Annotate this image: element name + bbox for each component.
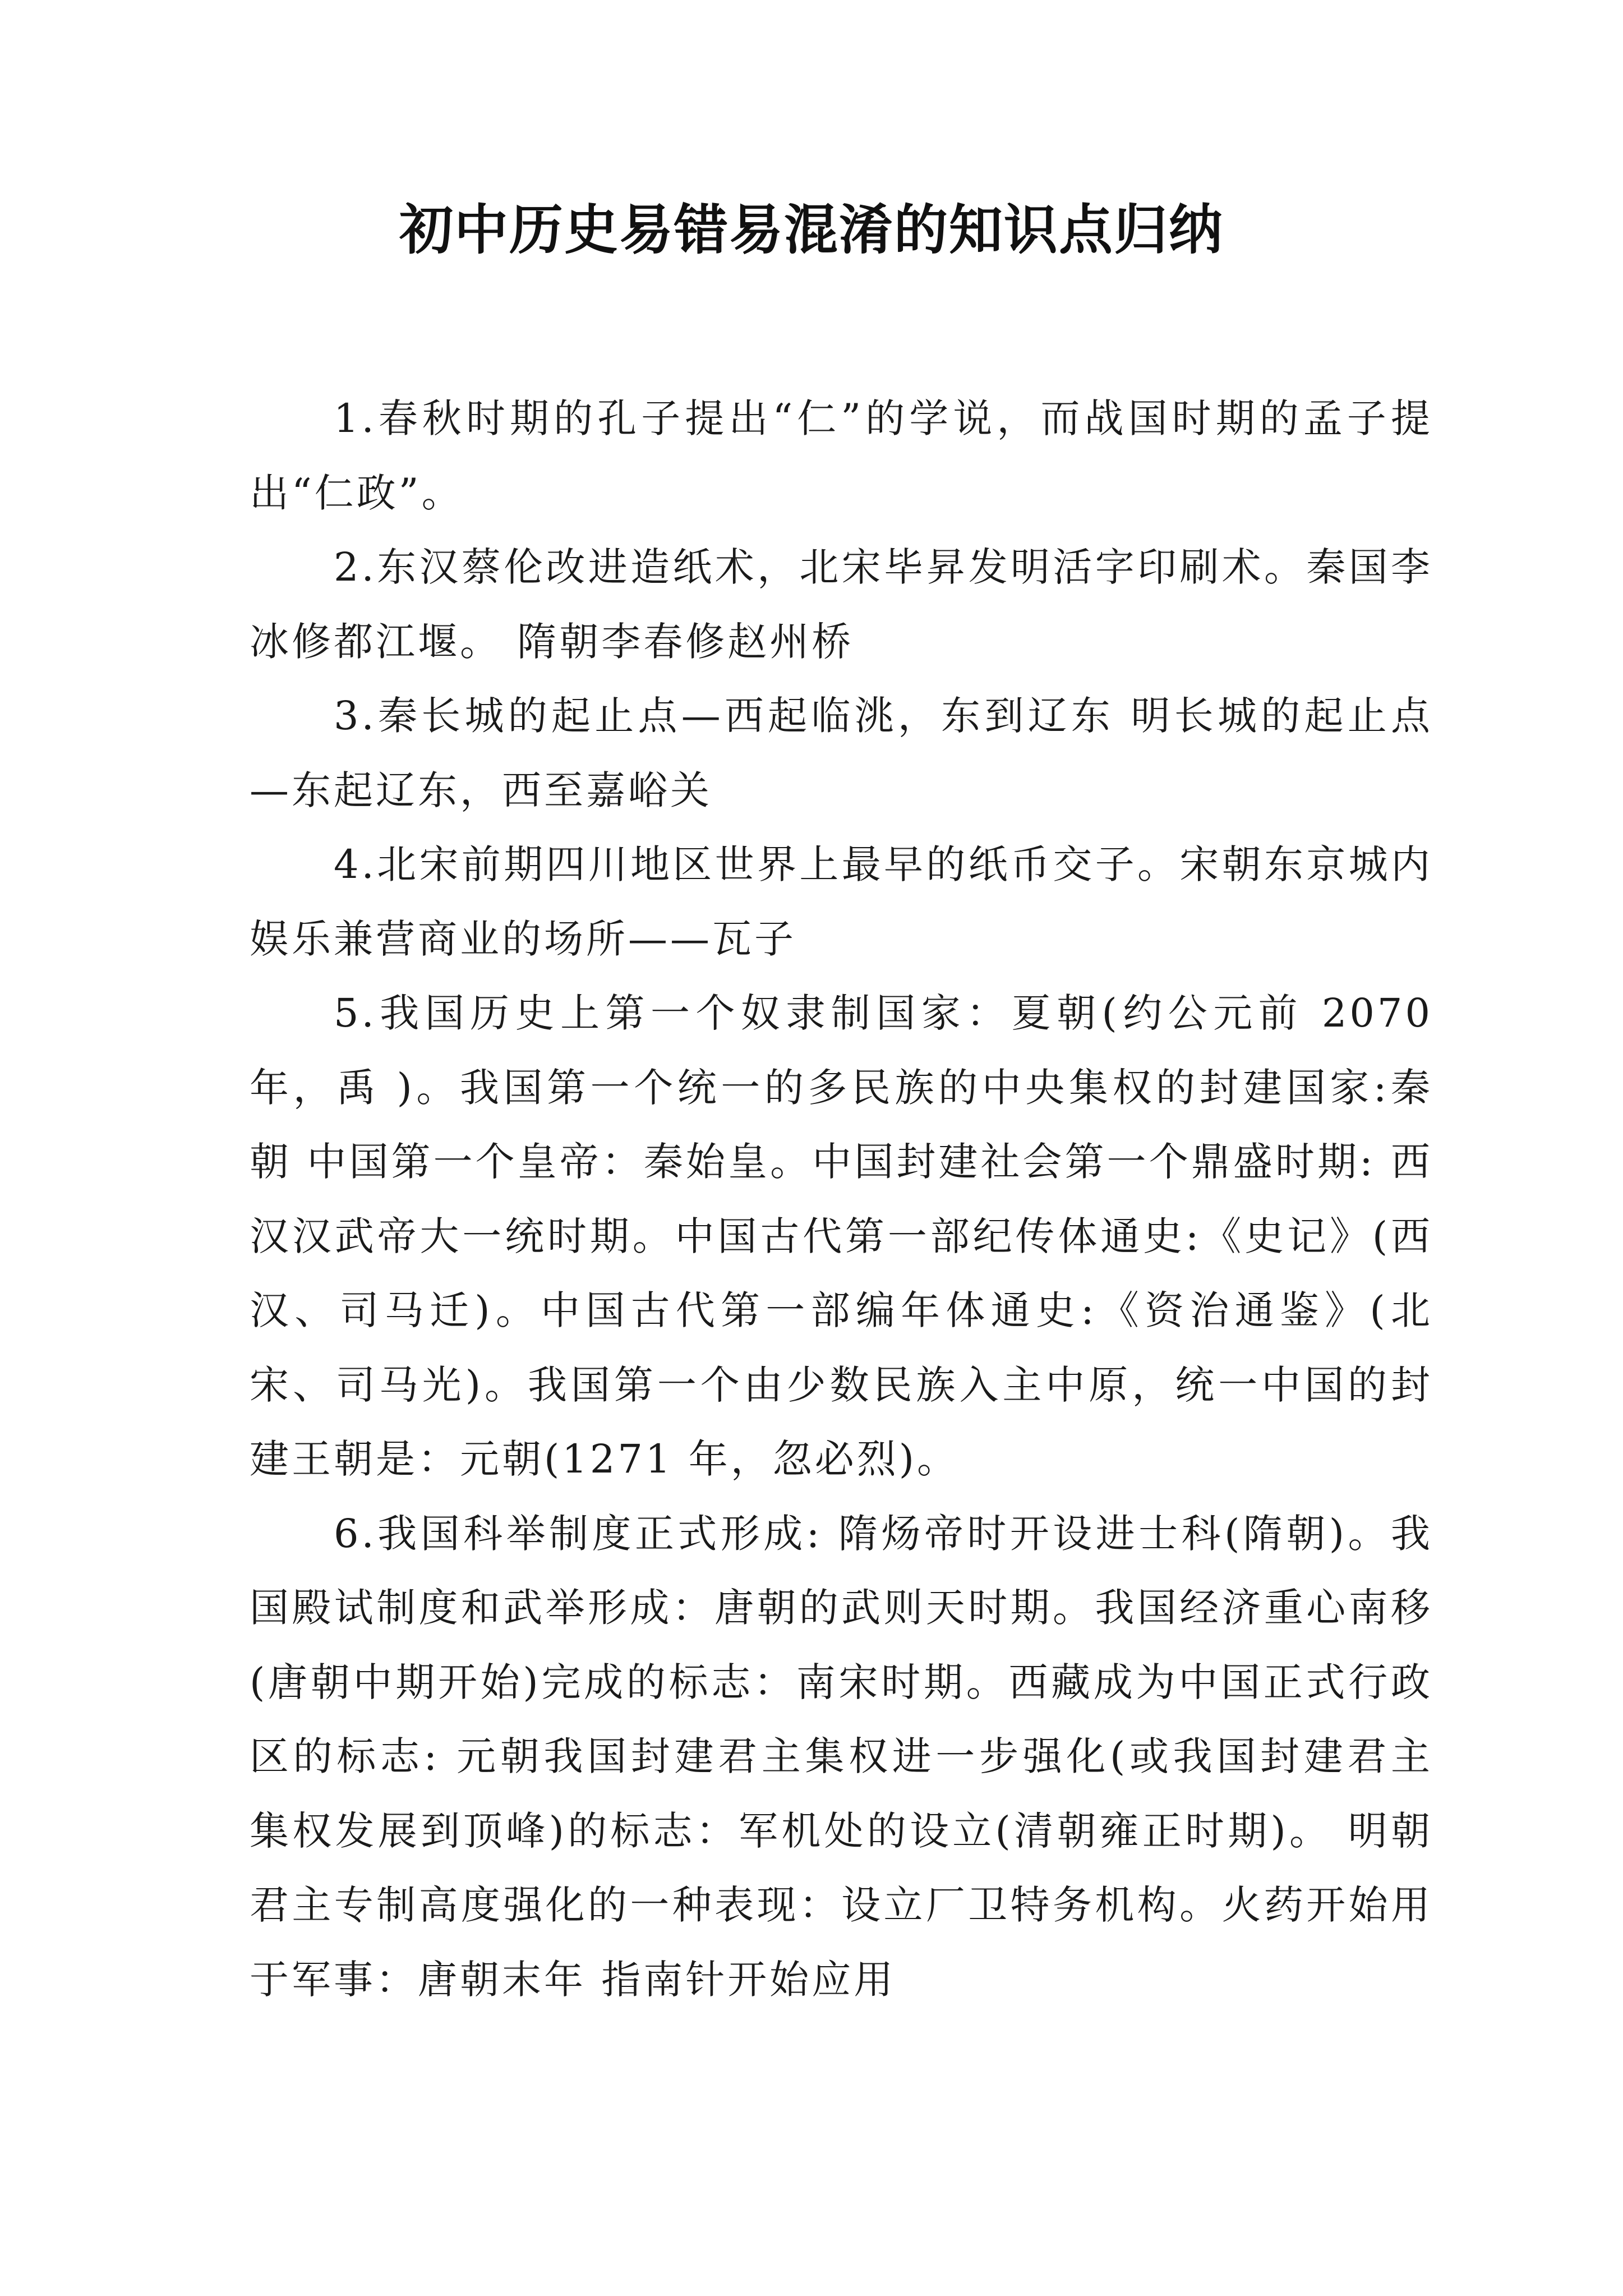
paragraph-6: 6.我国科举制度正式形成: 隋炀帝时开设进士科(隋朝)。我国殿试制度和武举形成：唐朝的武则天时期。我国经济重心南移(唐朝中期开始)完成的标志：南宋时期。西藏成为中国正式行政区的标志: 元朝我国封建君主集权进一步强化(或我国封建君主集权发展到顶峰)的标志：军机处的设立(清朝雍正时期)。 明朝君主专制高度强化的一种表现：设立厂卫特务机构。火药开始用于军事：唐朝末年 指南针开始应用	[250, 1510, 1433, 2003]
paragraph-1: 1.春秋时期的孔子提出“仁”的学说，而战国时期的孟子提出“仁政”。	[250, 395, 1433, 516]
document-title: 初中历史易错易混淆的知识点归纳	[399, 198, 1224, 261]
paragraph-2: 2.东汉蔡伦改进造纸术，北宋毕昇发明活字印刷术。秦国李冰修都江堰。 隋朝李春修赵州桥	[250, 544, 1433, 665]
paragraph-3: 3.秦长城的起止点—西起临洮，东到辽东 明长城的起止点—东起辽东，西至嘉峪关	[250, 693, 1433, 813]
document-body	[250, 381, 1433, 2017]
paragraph-4: 4.北宋前期四川地区世界上最早的纸币交子。宋朝东京城内娱乐兼营商业的场所——瓦子	[250, 841, 1433, 962]
paragraph-5: 5.我国历史上第一个奴隶制国家：夏朝(约公元前 2070 年，禹 )。我国第一个统一的多民族的中央集权的封建国家:秦朝 中国第一个皇帝：秦始皇。中国封建社会第一个鼎盛时期: 西汉汉武帝大一统时期。中国古代第一部纪传体通史:《史记》(西汉、司马迁)。中国古代第一部编年体通史:《资治通鉴》(北宋、司马光)。我国第一个由少数民族入主中原，统一中国的封建王朝是：元朝(1271 年，忽必烈)。	[250, 990, 1433, 1482]
